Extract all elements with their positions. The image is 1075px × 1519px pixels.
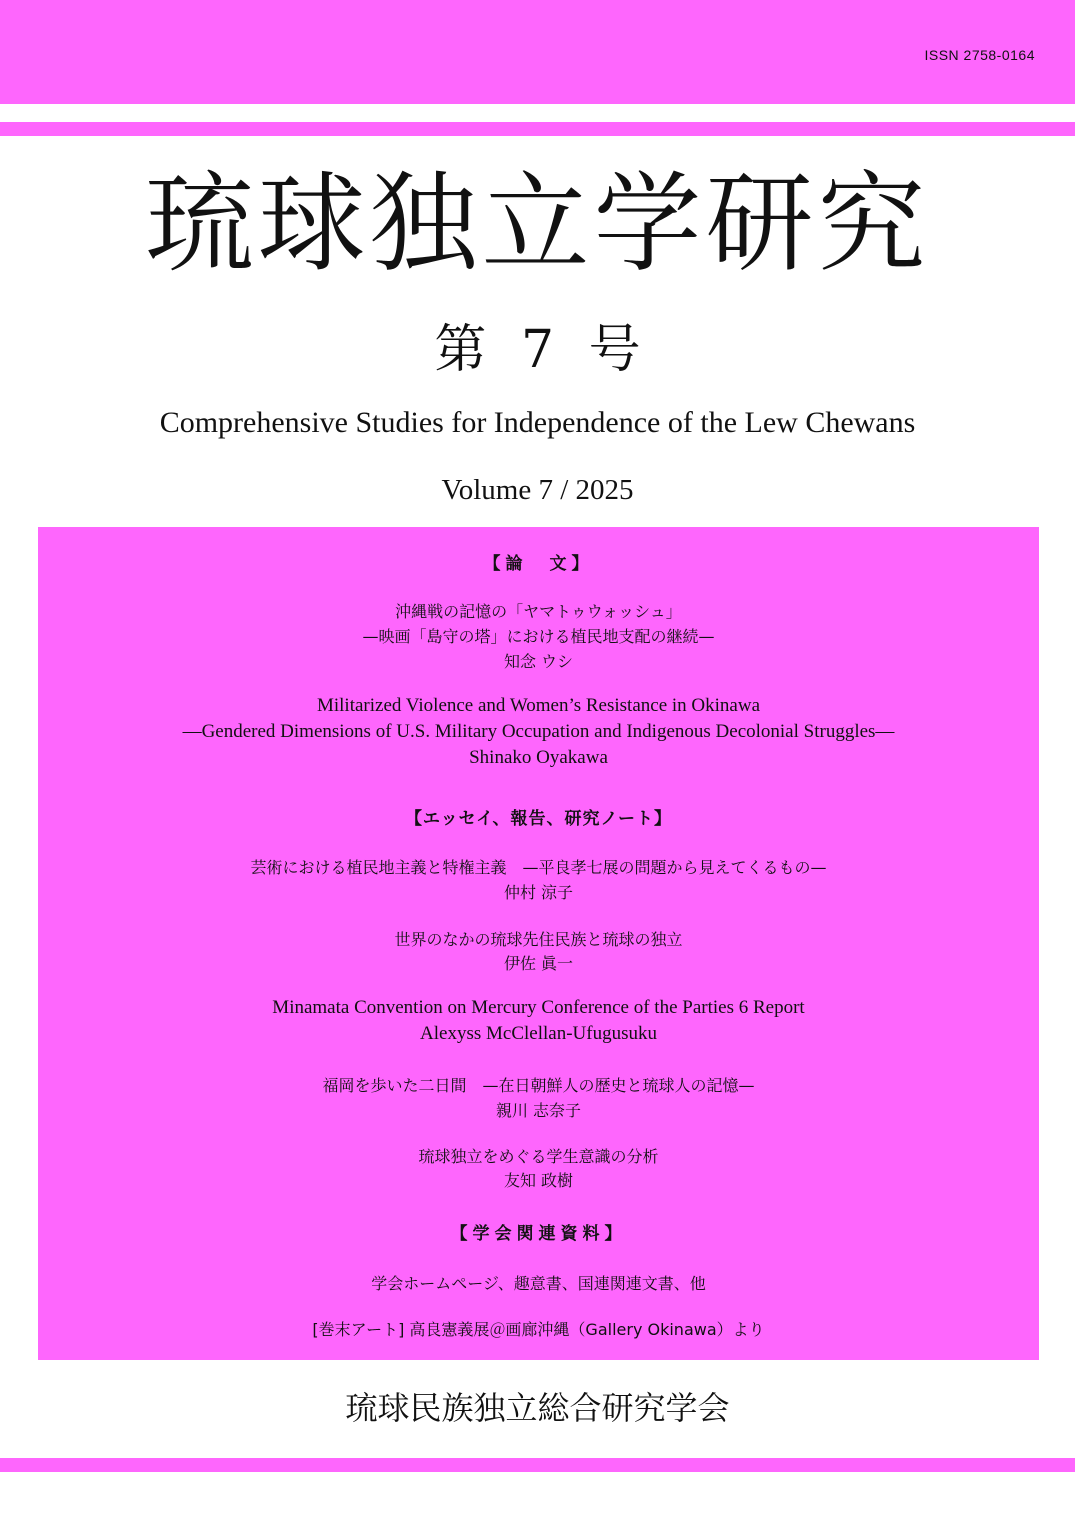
section-header-essays: 【エッセイ、報告、研究ノート】 bbox=[404, 809, 673, 829]
journal-title-english: Comprehensive Studies for Independence of the Lew Chewans bbox=[159, 406, 916, 439]
essay-title: 琉球独立をめぐる学生意識の分析 bbox=[418, 1147, 659, 1166]
journal-title-japanese: 琉球独立学研究 bbox=[145, 162, 930, 287]
article-author: Shinako Oyakawa bbox=[469, 747, 608, 768]
essay-author: 親川 志奈子 bbox=[495, 1101, 582, 1120]
section-header-papers: 【論 文】 bbox=[483, 554, 594, 574]
article-author: 知念 ウシ bbox=[503, 652, 574, 671]
bottom-stripe bbox=[0, 1458, 1075, 1472]
issn-number: ISSN 2758-0164 bbox=[924, 47, 1035, 63]
essay-title: 芸術における植民地主義と特権主義 —平良孝七展の問題から見えてくるもの— bbox=[250, 858, 827, 877]
essay-title: 世界のなかの琉球先住民族と琉球の独立 bbox=[394, 930, 683, 949]
essay-author: 伊佐 眞一 bbox=[503, 954, 574, 973]
table-of-contents bbox=[38, 527, 1039, 1360]
publisher-name: 琉球民族独立総合研究学会 bbox=[345, 1389, 730, 1427]
essay-title: 福岡を歩いた二日間 —在日朝鮮人の歴史と琉球人の記憶— bbox=[322, 1076, 755, 1095]
essay-author: 友知 政樹 bbox=[503, 1171, 574, 1190]
essay-author: 仲村 涼子 bbox=[503, 883, 574, 902]
issue-number-japanese: 第 7 号 bbox=[434, 320, 641, 380]
essay-title: Minamata Convention on Mercury Conference of the Parties 6 Report bbox=[272, 997, 805, 1018]
article-title: 沖縄戦の記憶の「ヤマトゥウォッシュ」 bbox=[395, 602, 682, 621]
materials-item: [巻末アート] 高良憲義展＠画廊沖縄（Gallery Okinawa）より bbox=[312, 1320, 765, 1339]
article-title: Militarized Violence and Women’s Resistance in Okinawa bbox=[316, 695, 760, 716]
section-header-materials: 【学会関連資料】 bbox=[450, 1224, 627, 1244]
article-subtitle: —Gendered Dimensions of U.S. Military Occupation and Indigenous Decolonial Struggles— bbox=[182, 721, 895, 742]
essay-author: Alexyss McClellan-Ufugusuku bbox=[420, 1023, 657, 1044]
article-subtitle: —映画「島守の塔」における植民地支配の継続— bbox=[362, 627, 715, 646]
volume-year: Volume 7 / 2025 bbox=[441, 474, 634, 506]
top-color-band bbox=[0, 0, 1075, 104]
materials-item: 学会ホームページ、趣意書、国連関連文書、他 bbox=[371, 1274, 706, 1293]
top-stripe bbox=[0, 122, 1075, 136]
